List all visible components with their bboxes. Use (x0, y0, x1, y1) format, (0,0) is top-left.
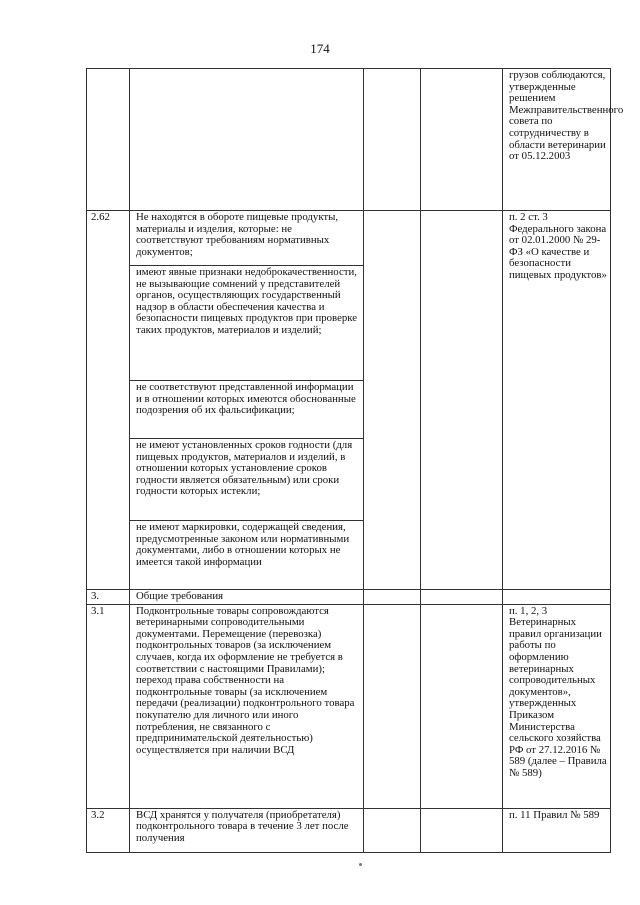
cell-section-title: Общие требования (130, 590, 364, 605)
table-row (87, 69, 611, 211)
cell-requirement: Подконтрольные товары сопровождаются ветеринарными сопроводительными документами. Перемещение (перевозка) подконтрольных товаров (за исключением случаев, когда их оформление не требуется в соответствии с настоящими Правилами); переход права собственности на подконтрольные товары (за исключением передачи (реализации) подконтрольного товара покупателю для личного или иного потребления, не связанного с предпринимательской деятельностью) осуществляется при наличии ВСД (130, 604, 364, 808)
cell-number: 2.62 (87, 211, 130, 590)
cell-empty (364, 211, 421, 590)
cell-empty (421, 69, 503, 211)
cell-requirement: не имеют установленных сроков годности (для пищевых продуктов, материалов и изделий, в отношении которых установление сроков годности является обязательным) или сроки годности которых истекли; (130, 439, 364, 521)
requirements-table (86, 68, 624, 853)
cell-legal-basis: п. 2 ст. 3 Федерального закона от 02.01.2000 № 29-ФЗ «О качестве и безопасности пищевых продуктов» (503, 211, 611, 590)
cell-requirement: не имеют маркировки, содержащей сведения, предусмотренные законом или нормативными документами, либо в отношении которых не имеется такой информации (130, 521, 364, 590)
scan-speck (359, 863, 362, 866)
cell-empty (421, 211, 503, 590)
cell-number: 3.1 (87, 604, 130, 808)
cell-legal-basis: п. 11 Правил № 589 (503, 808, 611, 852)
cell-number (87, 69, 130, 211)
cell-empty (421, 808, 503, 852)
cell-requirement (130, 69, 364, 211)
cell-requirement: Не находятся в обороте пищевые продукты, материалы и изделия, которые: не соответствуют требованиям нормативных документов; (130, 211, 364, 266)
cell-empty (364, 590, 421, 605)
cell-number: 3. (87, 590, 130, 605)
cell-empty (421, 590, 503, 605)
cell-legal-basis: п. 1, 2, 3 Ветеринарных правил организации работы по оформлению ветеринарных сопроводительных документов», утвержденных Приказом Министерства сельского хозяйства РФ от 27.12.2016 № 589 (далее – Правила № 589) (503, 604, 611, 808)
table-row (87, 211, 611, 266)
cell-requirement: ВСД хранятся у получателя (приобретателя) подконтрольного товара в течение 3 лет после получения (130, 808, 364, 852)
cell-empty (364, 604, 421, 808)
cell-empty (364, 808, 421, 852)
cell-empty (364, 69, 421, 211)
page-number: 174 (310, 41, 330, 56)
cell-requirement: не соответствуют представленной информации и в отношении которых имеются обоснованные подозрения об их фальсификации; (130, 381, 364, 439)
table-row (87, 590, 611, 605)
cell-empty (421, 604, 503, 808)
table-row (87, 808, 611, 852)
cell-number: 3.2 (87, 808, 130, 852)
table-row (87, 604, 611, 808)
cell-requirement: имеют явные признаки недоброкачественности, не вызывающие сомнений у представителей органов, осуществляющих государственный надзор в области обеспечения качества и безопасности пищевых продуктов при проверке таких продуктов, материалов и изделий; (130, 266, 364, 381)
cell-empty (503, 590, 611, 605)
cell-legal-basis: грузов соблюдаются, утвержденные решением Межправительственного совета по сотрудничеству в области ветеринарии от 05.12.2003 (503, 69, 611, 211)
